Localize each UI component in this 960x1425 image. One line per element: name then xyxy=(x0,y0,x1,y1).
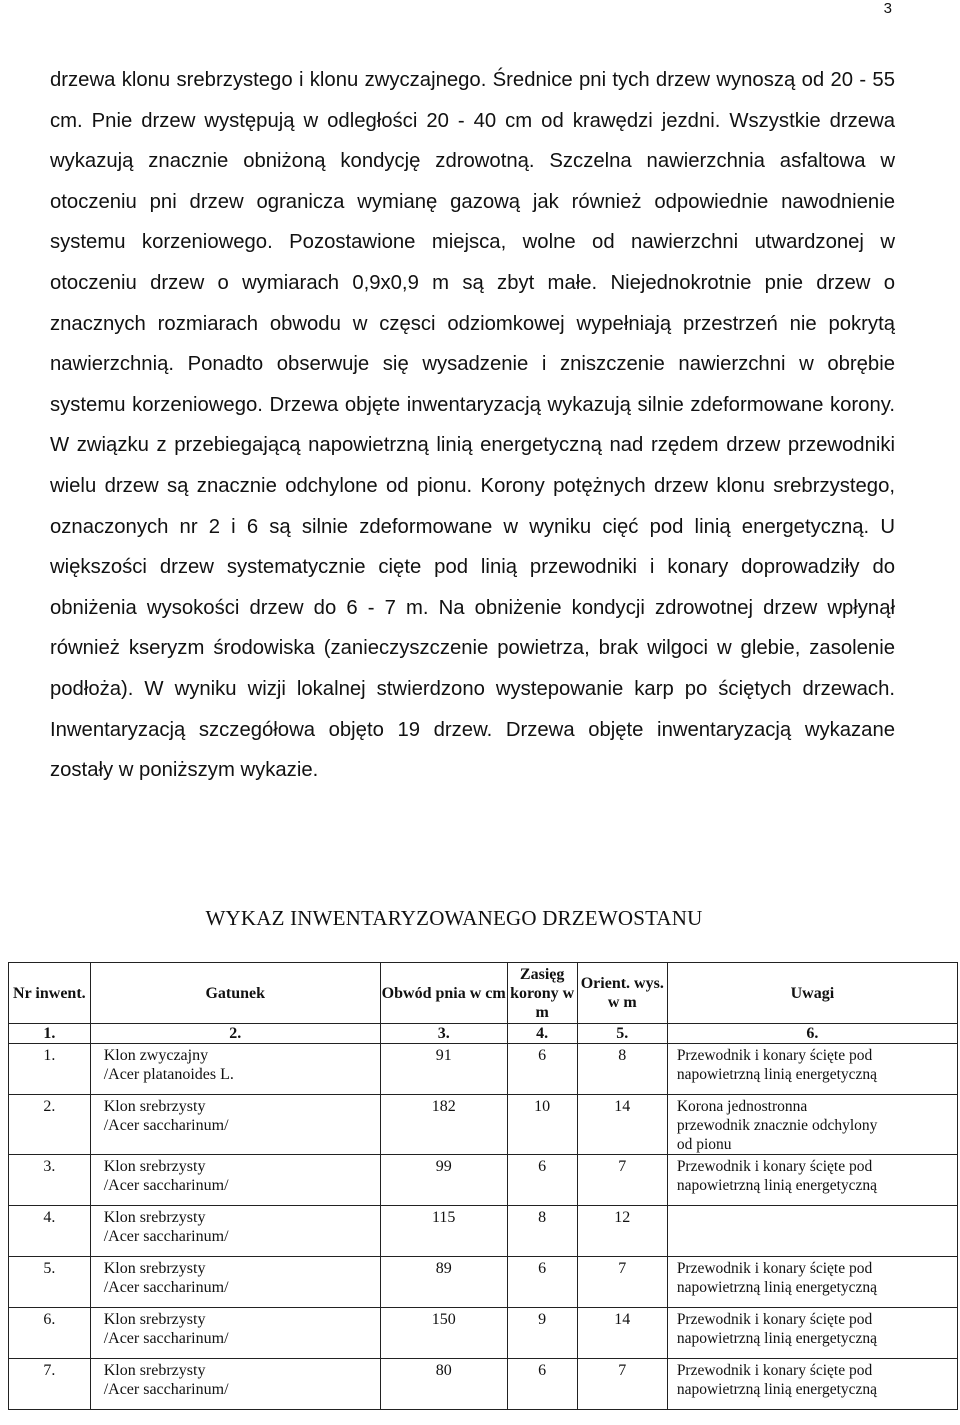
cell-zasieg: 6 xyxy=(507,1155,577,1206)
note-line: napowietrzną linią energetyczną xyxy=(676,1330,878,1347)
header-obwod: Obwód pnia w cm xyxy=(380,963,507,1024)
cell-zasieg: 10 xyxy=(507,1095,577,1155)
cell-uwagi xyxy=(667,1095,957,1155)
species-name: Klon srebrzysty xyxy=(103,1260,206,1277)
table-header-row xyxy=(9,963,958,1024)
note-line: Przewodnik i konary ścięte pod xyxy=(676,1311,873,1328)
species-name: Klon zwyczajny xyxy=(103,1047,209,1064)
column-number: 5. xyxy=(577,1024,667,1044)
header-orient: Orient. wys. w m xyxy=(577,963,667,1024)
table-row xyxy=(9,1257,958,1308)
species-latin: /Acer saccharinum/ xyxy=(103,1330,229,1347)
cell-zasieg: 6 xyxy=(507,1257,577,1308)
header-nr: Nr inwent. xyxy=(9,963,91,1024)
note-line: napowietrzną linią energetyczną xyxy=(676,1381,878,1398)
cell-nr: 4. xyxy=(9,1206,91,1257)
note-line: od pionu xyxy=(676,1136,732,1153)
table-row xyxy=(9,1308,958,1359)
cell-wys: 14 xyxy=(577,1308,667,1359)
column-number: 4. xyxy=(507,1024,577,1044)
cell-wys: 14 xyxy=(577,1095,667,1155)
cell-gatunek xyxy=(90,1206,380,1257)
column-number: 1. xyxy=(9,1024,91,1044)
cell-obwod: 99 xyxy=(380,1155,507,1206)
header-gatunek: Gatunek xyxy=(90,963,380,1024)
cell-obwod: 182 xyxy=(380,1095,507,1155)
note-line: napowietrzną linią energetyczną xyxy=(676,1066,878,1083)
inventory-table xyxy=(8,962,958,1410)
note-line: Przewodnik i konary ścięte pod xyxy=(676,1158,873,1175)
cell-nr: 3. xyxy=(9,1155,91,1206)
table-row xyxy=(9,1155,958,1206)
cell-zasieg: 9 xyxy=(507,1308,577,1359)
cell-gatunek xyxy=(90,1308,380,1359)
cell-nr: 2. xyxy=(9,1095,91,1155)
cell-zasieg: 8 xyxy=(507,1206,577,1257)
page-number: 3 xyxy=(883,0,892,17)
cell-gatunek xyxy=(90,1257,380,1308)
cell-wys: 7 xyxy=(577,1359,667,1410)
cell-obwod: 89 xyxy=(380,1257,507,1308)
cell-obwod: 150 xyxy=(380,1308,507,1359)
note-line: Przewodnik i konary ścięte pod xyxy=(676,1047,873,1064)
cell-obwod: 91 xyxy=(380,1044,507,1095)
column-number-row xyxy=(9,1024,958,1044)
cell-wys: 8 xyxy=(577,1044,667,1095)
body-paragraph: drzewa klonu srebrzystego i klonu zwyczajnego. Średnice pni tych drzew wynoszą od 20 - 55 cm. Pnie drzew występują w odległości 20 - 40 cm od krawędzi jezdni. Wszystkie drzewa wykazują znacznie obniżoną kondycję zdrowotną. Szczelna nawierzchnia asfaltowa w otoczeniu pni drzew ogranicza wymianę gazową jak również odpowiednie nawodnienie systemu korzeniowego. Pozostawione miejsca, wolne od nawierzchni utwardzonej w otoczeniu drzew o wymiarach 0,9x0,9 m są zbyt małe. Niejednokrotnie pnie drzew o znacznych rozmiarach obwodu w częsci odziomkowej wypełniają przestrzeń nie pokrytą nawierzchnią. Ponadto obserwuje się wysadzenie i zniszczenie nawierzchni w obrębie systemu korzeniowego. Drzewa objęte inwentaryzacją wykazują silnie zdeformowane korony. W związku z przebiegającą napowietrzną linią energetyczną nad rzędem drzew przewodniki wielu drzew są znacznie odchylone od pionu. Korony potężnych drzew klonu srebrzystego, oznaczonych nr 2 i 6 są silnie zdeformowane w wyniku cięć pod linią energetyczną. U większości drzew systematycznie cięte pod linią przewodniki i konary doprowadziły do obniżenia wysokości drzew do 6 - 7 m. Na obniżenie kondycji zdrowotnej drzew wpłynął również kseryzm środowiska (zanieczyszczenie powietrza, brak wilgoci w glebie, zasolenie podłoża). W wyniku wizji lokalnej stwierdzono wystepowanie karp po ściętych drzewach. Inwentaryzacją szczegółowa objęto 19 drzew. Drzewa objęte inwentaryzacją wykazane zostały w poniższym wykazie. xyxy=(50,69,895,782)
species-latin: /Acer saccharinum/ xyxy=(103,1279,229,1296)
species-name: Klon srebrzysty xyxy=(103,1209,206,1226)
cell-obwod: 115 xyxy=(380,1206,507,1257)
column-number: 2. xyxy=(90,1024,380,1044)
cell-gatunek xyxy=(90,1095,380,1155)
table-row xyxy=(9,1044,958,1095)
table-row xyxy=(9,1206,958,1257)
cell-uwagi xyxy=(667,1044,957,1095)
species-latin: /Acer saccharinum/ xyxy=(103,1228,229,1245)
species-latin: /Acer saccharinum/ xyxy=(103,1381,229,1398)
cell-uwagi xyxy=(667,1308,957,1359)
header-zasieg: Zasięg korony w m xyxy=(507,963,577,1024)
cell-nr: 7. xyxy=(9,1359,91,1410)
cell-uwagi xyxy=(667,1359,957,1410)
note-line: Przewodnik i konary ścięte pod xyxy=(676,1362,873,1379)
cell-wys: 7 xyxy=(577,1257,667,1308)
cell-nr: 5. xyxy=(9,1257,91,1308)
species-name: Klon srebrzysty xyxy=(103,1158,206,1175)
cell-wys: 12 xyxy=(577,1206,667,1257)
cell-nr: 6. xyxy=(9,1308,91,1359)
table-row xyxy=(9,1359,958,1410)
note-line: napowietrzną linią energetyczną xyxy=(676,1279,878,1296)
cell-nr: 1. xyxy=(9,1044,91,1095)
note-line: Korona jednostronna xyxy=(676,1098,808,1115)
table-row xyxy=(9,1095,958,1155)
note-line: napowietrzną linią energetyczną xyxy=(676,1177,878,1194)
species-latin: /Acer saccharinum/ xyxy=(103,1117,229,1134)
cell-zasieg: 6 xyxy=(507,1044,577,1095)
species-name: Klon srebrzysty xyxy=(103,1098,206,1115)
note-line: Przewodnik i konary ścięte pod xyxy=(676,1260,873,1277)
cell-uwagi xyxy=(667,1206,957,1257)
species-name: Klon srebrzysty xyxy=(103,1362,206,1379)
cell-obwod: 80 xyxy=(380,1359,507,1410)
column-number: 3. xyxy=(380,1024,507,1044)
cell-gatunek xyxy=(90,1359,380,1410)
cell-zasieg: 6 xyxy=(507,1359,577,1410)
section-title: WYKAZ INWENTARYZOWANEGO DRZEWOSTANU xyxy=(205,906,703,930)
note-line: przewodnik znacznie odchylony xyxy=(676,1117,878,1134)
species-latin: /Acer platanoides L. xyxy=(103,1066,234,1083)
column-number: 6. xyxy=(667,1024,957,1044)
cell-uwagi xyxy=(667,1257,957,1308)
species-name: Klon srebrzysty xyxy=(103,1311,206,1328)
cell-uwagi xyxy=(667,1155,957,1206)
header-uwagi: Uwagi xyxy=(667,963,957,1024)
cell-gatunek xyxy=(90,1044,380,1095)
cell-wys: 7 xyxy=(577,1155,667,1206)
cell-gatunek xyxy=(90,1155,380,1206)
species-latin: /Acer saccharinum/ xyxy=(103,1177,229,1194)
